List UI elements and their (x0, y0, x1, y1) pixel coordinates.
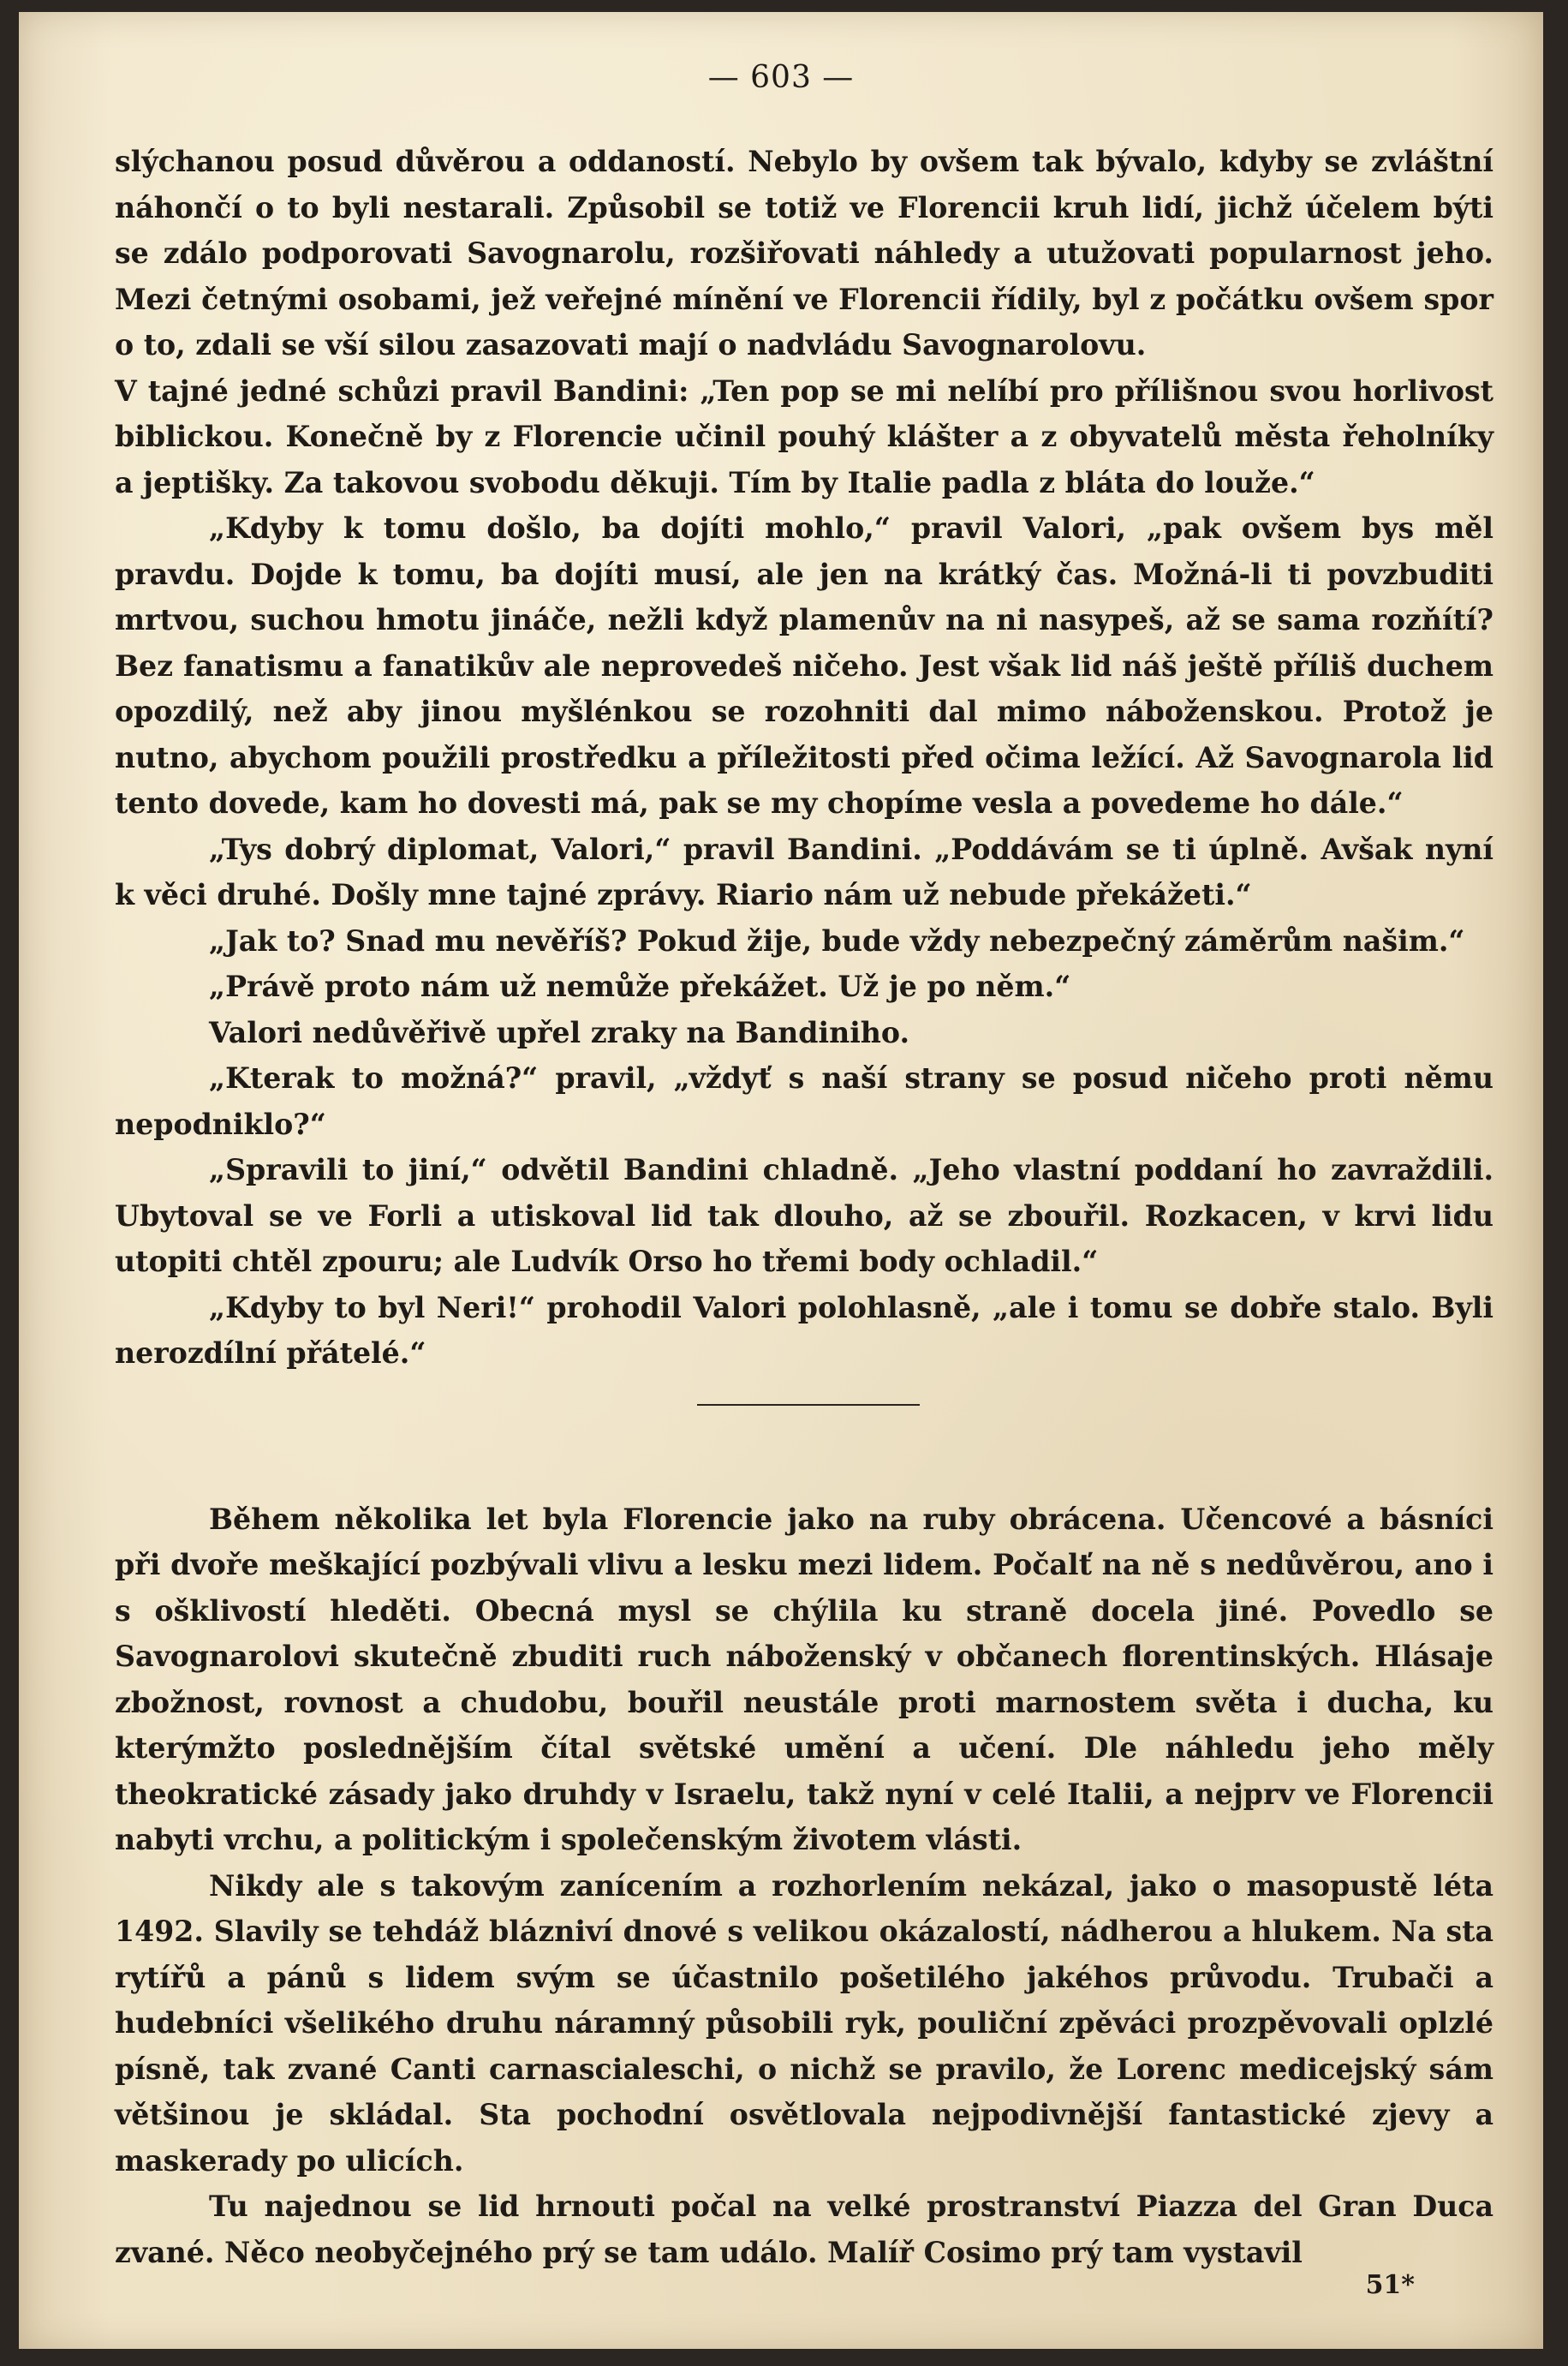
paragraph: „Právě proto nám už nemůže překážet. Už je po něm.“ (209, 970, 1071, 1003)
paragraph: „Tys dobrý diplomat, Valori,“ pravil Bandini. „Poddávám se ti úplně. Avšak nyní k věci druhé. Došly mne tajné zprávy. Riario nám už nebude překážeti.“ (115, 832, 1493, 911)
paragraph: slýchanou posud důvěrou a oddaností. Nebylo by ovšem tak bývalo, kdyby se zvláštní náhončí o to byli nestarali. Způsobil se totiž ve Florencii kruh lidí, jichž účelem býti se zdálo podporovati Savognarolu, rozšiřovati náhledy a utužovati popularnost jeho. Mezi četnými osobami, jež veřejné mínění ve Florencii řídily, byl z počátku ovšem spor o to, zdali se vší silou zasazovati mají o nadvládu Savognarolovu. (115, 145, 1493, 361)
paragraph: „Kdyby to byl Neri!“ prohodil Valori polohlasně, „ale i tomu se dobře stalo. Byli nerozdílní přátelé.“ (115, 1290, 1493, 1370)
separator-line (697, 1404, 920, 1406)
paragraph: „Spravili to jiní,“ odvětil Bandini chladně. „Jeho vlastní poddaní ho zavraždili. Ubytoval se ve Forli a utiskoval lid tak dlouho, až se zbouřil. Rozkacen, v krvi lidu utopiti chtěl zpouru; ale Ludvík Orso ho třemi body ochladil.“ (115, 1153, 1493, 1278)
paragraph: Během několika let byla Florencie jako na ruby obrácena. Učencové a básníci při dvoře meškající pozbývali vlivu a lesku mezi lidem. Počalť na ně s nedůvěrou, ano i s ošklivostí hleděti. Obecná mysl se chýlila ku straně docela jiné. Povedlo se Savognarolovi skutečně zbuditi ruch náboženský v občanech florentinských. Hlásaje zbožnost, rovnost a chudobu, bouřil neustále proti marnostem světa i ducha, ku kterýmžto poslednějším čítal světské umění a učení. Dle náhledu jeho měly theokratické zásady jako druhdy v Israelu, takž nyní v celé Italii, a nejprv ve Florencii nabyti vrchu, a politickým i společenským životem vlásti. (115, 1502, 1493, 1856)
page-text (115, 139, 1493, 2275)
paragraph: „Kterak to možná?“ pravil, „vždyť s naší strany se posud ničeho proti němu nepodniklo?“ (115, 1061, 1493, 1141)
signature-mark: 51* (1365, 2270, 1415, 2300)
paragraph: Tu najednou se lid hrnouti počal na velké prostranství Piazza del Gran Duca zvané. Něco neobyčejného prý se tam událo. Malíř Cosimo prý tam vystavil (115, 2190, 1493, 2269)
paragraph: „Kdyby k tomu došlo, ba dojíti mohlo,“ pravil Valori, „pak ovšem bys měl pravdu. Dojde k tomu, ba dojíti musí, ale jen na krátký čas. Možná-li ti povzbuditi mrtvou, suchou hmotu jináče, nežli když plamenův na ni nasypeš, až se sama rozňítí? Bez fanatismu a fanatikův ale neprovedeš ničeho. Jest však lid náš ještě příliš duchem opozdilý, než aby jinou myšlénkou se rozohniti dal mimo náboženskou. Protož je nutno, abychom použili prostředku a příležitosti před očima ležící. Až Savognarola lid tento dovede, kam ho dovesti má, pak se my chopíme vesla a povedeme ho dále.“ (115, 511, 1493, 820)
page-number: — 603 — (707, 60, 855, 95)
paragraph: „Jak to? Snad mu nevěříš? Pokud žije, bude vždy nebezpečný záměrům našim.“ (209, 923, 1465, 958)
book-page (19, 12, 1543, 2349)
paragraph: V tajné jedné schůzi pravil Bandini: „Ten pop se mi nelíbí pro přílišnou svou horlivost biblickou. Konečně by z Florencie učinil pouhý klášter a z obyvatelů města řeholníky a jeptišky. Za takovou svobodu děkuji. Tím by Italie padla z bláta do louže.“ (115, 373, 1493, 499)
paragraph: Nikdy ale s takovým zanícením a rozhorlením nekázal, jako o masopustě léta 1492. Slavily se tehdáž blázniví dnové s velikou okázalostí, nádherou a hlukem. Na sta rytířů a pánů s lidem svým se účastnilo pošetilého jakéhos průvodu. Trubači a hudebníci všelikého druhu náramný působili ryk, pouliční zpěváci prozpěvovali oplzlé písně, tak zvané Canti carnascialeschi, o nichž se pravilo, že Lorenc medicejský sám většinou je skládal. Sta pochodní osvětlovala nejpodivnější fantastické zjevy a maskerady po ulicích. (115, 1868, 1493, 2178)
section-separator (115, 1377, 1493, 1497)
paragraph: Valori nedůvěřivě upřel zraky na Bandiniho. (209, 1015, 910, 1049)
